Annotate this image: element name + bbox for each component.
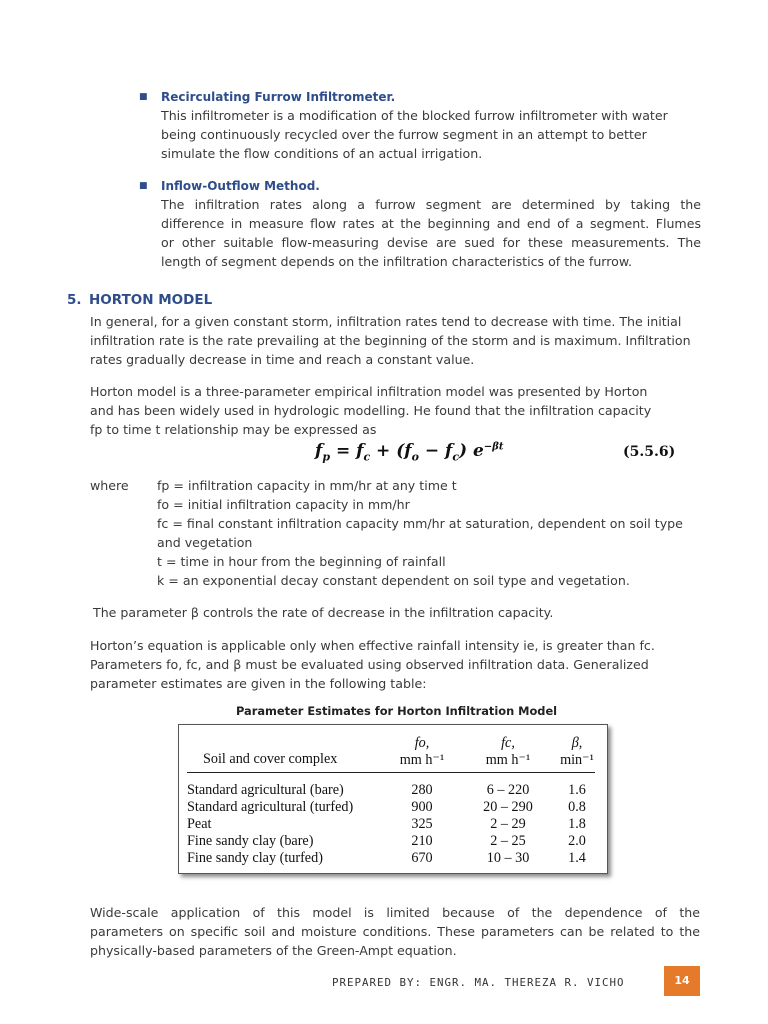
footer-prepared-by: PREPARED BY: ENGR. MA. THEREZA R. VICHO bbox=[332, 976, 625, 989]
table-cell-fo: 210 bbox=[411, 833, 433, 849]
paragraph-beta: The parameter β controls the rate of decrease in the infiltration capacity. bbox=[93, 605, 554, 620]
eq-part: − f bbox=[418, 441, 453, 461]
table-header-fc-unit: mm h⁻¹ bbox=[485, 752, 531, 768]
table-cell-fc: 10 – 30 bbox=[486, 850, 530, 866]
bullet-title-recirculating: Recirculating Furrow Infiltrometer. bbox=[161, 90, 396, 104]
definition-item: and vegetation bbox=[157, 535, 253, 550]
table-cell-fc: 20 – 290 bbox=[483, 799, 533, 815]
table-rule bbox=[187, 772, 595, 773]
text-line: or other suitable flow-measuring devise are sued for these measurements. The bbox=[161, 235, 701, 250]
table-cell-beta: 1.8 bbox=[568, 816, 586, 832]
definition-item: fc = final constant infiltration capacity mm/hr at saturation, dependent on soil type bbox=[157, 516, 683, 531]
table-header-fo: fo, bbox=[414, 735, 430, 751]
text-line: parameters on specific soil and moisture conditions. These parameters can be related to the bbox=[90, 924, 700, 939]
table-header-fo-unit: mm h⁻¹ bbox=[399, 752, 445, 768]
paragraph-applicability bbox=[90, 636, 704, 693]
section-heading bbox=[67, 292, 212, 308]
table-cell-fc: 6 – 220 bbox=[486, 782, 530, 798]
text-line: Parameters fo, fc, and β must be evaluated using observed infiltration data. Generalized bbox=[90, 657, 649, 672]
text-line: Wide-scale application of this model is limited because of the dependence of the bbox=[90, 905, 700, 920]
section-title: HORTON MODEL bbox=[89, 292, 213, 308]
bullet-title-inflow-outflow: Inflow-Outflow Method. bbox=[161, 179, 320, 193]
paragraph-horton-description bbox=[90, 382, 704, 439]
table-header-beta-unit: min⁻¹ bbox=[560, 752, 594, 768]
table-cell-soil: Peat bbox=[187, 816, 212, 832]
table-cell-fc: 2 – 29 bbox=[490, 816, 526, 832]
definition-list bbox=[157, 476, 705, 590]
table-cell-soil: Fine sandy clay (bare) bbox=[187, 833, 314, 849]
text-line: length of segment depends on the infiltration characteristics of the furrow. bbox=[161, 254, 633, 269]
table-cell-beta: 0.8 bbox=[568, 799, 586, 815]
table-cell-fo: 325 bbox=[411, 816, 433, 832]
text-line: This infiltrometer is a modification of the blocked furrow infiltrometer with water bbox=[161, 108, 668, 123]
where-label: where bbox=[90, 478, 129, 493]
paragraph-limitations bbox=[90, 903, 700, 960]
eq-part: = f bbox=[330, 441, 364, 461]
table-cell-fo: 670 bbox=[411, 850, 433, 866]
table-cell-soil: Standard agricultural (bare) bbox=[187, 782, 344, 798]
equation-number: (5.5.6) bbox=[623, 444, 676, 460]
table-cell-fo: 280 bbox=[411, 782, 433, 798]
parameter-table bbox=[178, 724, 608, 874]
paragraph-intro bbox=[90, 312, 704, 369]
text-line: In general, for a given constant storm, infiltration rates tend to decrease with time. The initial bbox=[90, 314, 682, 329]
eq-exponent: −βt bbox=[483, 441, 504, 453]
table-cell-soil: Fine sandy clay (turfed) bbox=[187, 850, 323, 866]
text-line: Horton model is a three-parameter empirical infiltration model was presented by Horton bbox=[90, 384, 648, 399]
text-line: and has been widely used in hydrologic modelling. He found that the infiltration capacity bbox=[90, 403, 652, 418]
text-line: parameter estimates are given in the following table: bbox=[90, 676, 427, 691]
eq-sub: c bbox=[452, 450, 460, 464]
bullet-marker: ■ bbox=[139, 92, 148, 102]
table-header-fc: fc, bbox=[501, 735, 515, 751]
definition-item: fo = initial infiltration capacity in mm/hr bbox=[157, 497, 410, 512]
eq-part: f bbox=[315, 441, 323, 461]
table-cell-beta: 1.4 bbox=[568, 850, 586, 866]
eq-part: + (f bbox=[370, 441, 412, 461]
bullet-body-recirculating bbox=[161, 106, 701, 163]
table-header-beta: β, bbox=[571, 735, 583, 751]
text-line: difference in measure flow rates at the beginning and end of a segment. Flumes bbox=[161, 216, 701, 231]
table-caption: Parameter Estimates for Horton Infiltration Model bbox=[236, 704, 558, 718]
definition-item: k = an exponential decay constant dependent on soil type and vegetation. bbox=[157, 573, 630, 588]
text-line: Horton’s equation is applicable only when effective rainfall intensity ie, is greater than fc. bbox=[90, 638, 655, 653]
table-cell-fc: 2 – 25 bbox=[490, 833, 526, 849]
bullet-body-inflow-outflow bbox=[161, 195, 701, 271]
table-cell-beta: 1.6 bbox=[568, 782, 586, 798]
text-line: physically-based parameters of the Green-Ampt equation. bbox=[90, 943, 457, 958]
table-header-soil: Soil and cover complex bbox=[203, 751, 338, 767]
table-cell-beta: 2.0 bbox=[568, 833, 586, 849]
horton-equation bbox=[315, 441, 503, 463]
text-line: rates gradually decrease in time and reach a constant value. bbox=[90, 352, 475, 367]
section-number: 5. bbox=[67, 292, 82, 308]
definition-item: t = time in hour from the beginning of rainfall bbox=[157, 554, 446, 569]
eq-part: ) e bbox=[459, 441, 484, 461]
text-line: infiltration rate is the rate prevailing at the beginning of the storm and is maximum. Infiltration bbox=[90, 333, 691, 348]
text-line: simulate the flow conditions of an actual irrigation. bbox=[161, 146, 483, 161]
definition-item: fp = infiltration capacity in mm/hr at any time t bbox=[157, 478, 457, 493]
text-line: fp to time t relationship may be expressed as bbox=[90, 422, 377, 437]
eq-sub: o bbox=[411, 450, 419, 464]
eq-sub: c bbox=[363, 450, 371, 464]
table-cell-soil: Standard agricultural (turfed) bbox=[187, 799, 354, 815]
table-cell-fo: 900 bbox=[411, 799, 433, 815]
bullet-marker: ■ bbox=[139, 181, 148, 191]
text-line: being continuously recycled over the furrow segment in an attempt to better bbox=[161, 127, 647, 142]
eq-sub: p bbox=[322, 450, 331, 464]
page-number: 14 bbox=[664, 966, 700, 996]
text-line: The infiltration rates along a furrow segment are determined by taking the bbox=[161, 197, 701, 212]
